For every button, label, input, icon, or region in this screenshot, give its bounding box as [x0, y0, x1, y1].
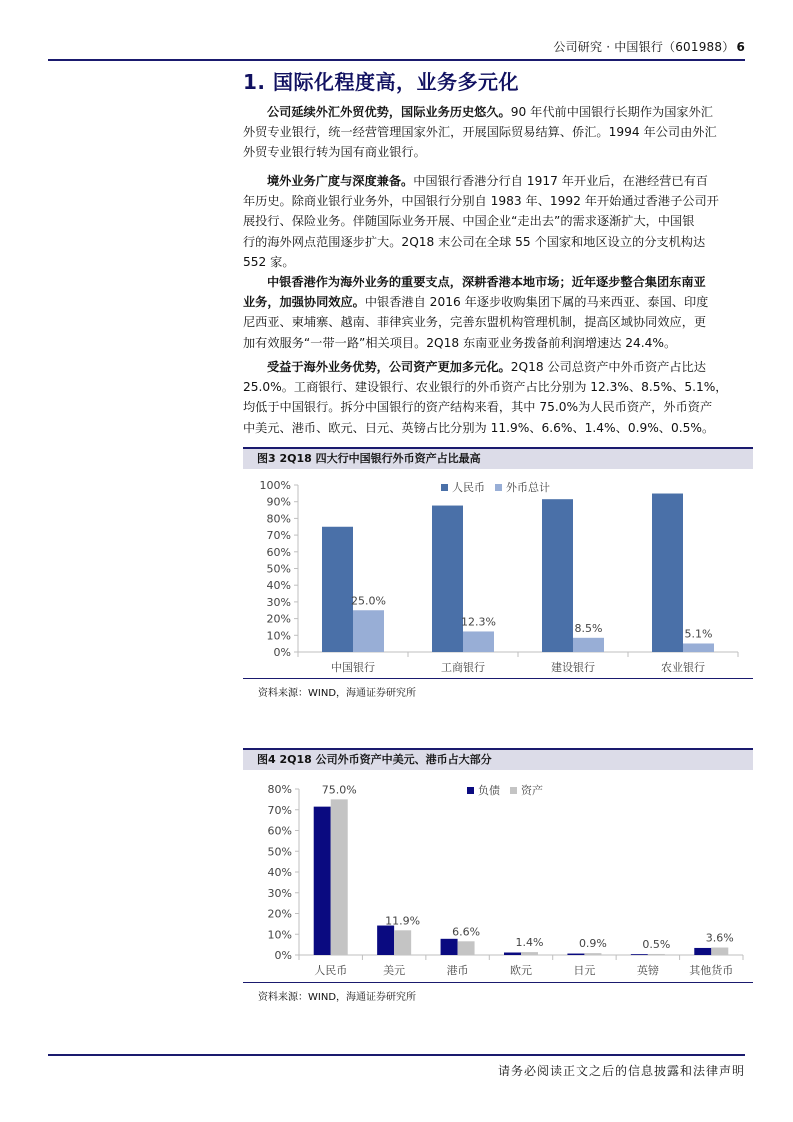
bar-负债 — [441, 939, 458, 955]
section-title: 1. 国际化程度高，业务多元化 — [243, 70, 519, 94]
y-tick-label: 10% — [266, 629, 291, 643]
y-tick-label: 50% — [267, 845, 292, 859]
footer-divider — [48, 1054, 745, 1056]
legend-swatch — [467, 787, 474, 794]
y-tick-label: 0% — [273, 646, 291, 659]
bar-负债 — [504, 953, 521, 955]
legend-label: 资产 — [521, 784, 543, 797]
x-tick-label: 美元 — [383, 964, 406, 977]
y-tick-label: 0% — [274, 949, 292, 962]
bar-负债 — [567, 954, 584, 955]
paragraph-line: 25.0%。工商银行、建设银行、农业银行的外币资产占比分别为 12.3%、8.5%、5.1%， — [243, 380, 728, 395]
bar-资产 — [711, 948, 728, 955]
y-tick-label: 30% — [266, 595, 291, 609]
y-tick-label: 70% — [266, 529, 291, 543]
page-header — [553, 38, 745, 55]
y-tick-label: 30% — [267, 886, 292, 900]
y-tick-label: 50% — [266, 562, 291, 576]
paragraph-line: 年历史。除商业银行业务外，中国银行分别自 1983 年、1992 年开始通过香港子公司开 — [243, 194, 719, 209]
header-divider — [48, 59, 745, 61]
x-tick-label: 欧元 — [510, 964, 532, 977]
figure-4 — [243, 748, 753, 980]
bar-外币总计 — [573, 638, 604, 652]
bar-负债 — [694, 948, 711, 955]
paragraph-line: 业务，加强协同效应。中银香港自 2016 年逐步收购集团下属的马来西亚、泰国、印度 — [243, 295, 709, 310]
paragraph-lead: 中银香港作为海外业务的重要支点，深耕香港本地市场；近年逐步整合集团东南亚 — [267, 275, 706, 289]
paragraph-3 — [243, 272, 755, 353]
bar-负债 — [377, 926, 394, 955]
x-tick-label: 港币 — [446, 964, 469, 977]
paragraph-lead-cont: 业务，加强协同效应。 — [243, 295, 365, 310]
x-tick-label: 工商银行 — [441, 661, 485, 674]
paragraph-line: 境外业务广度与深度兼备。中国银行香港分行自 1917 年开业后，在港经营已有百 — [267, 174, 708, 188]
data-label: 25.0% — [351, 594, 386, 608]
legend-label: 外币总计 — [506, 481, 550, 494]
paragraph-4 — [243, 357, 755, 438]
legend-swatch — [495, 484, 502, 491]
data-label: 3.6% — [705, 931, 734, 945]
y-tick-label: 10% — [267, 928, 292, 942]
x-tick-label: 日元 — [573, 964, 596, 977]
bar-资产 — [331, 799, 348, 955]
y-tick-label: 40% — [267, 866, 292, 879]
y-tick-label: 60% — [267, 824, 292, 838]
paragraph-line: 公司延续外汇外贸优势，国际业务历史悠久。90 年代前中国银行长期作为国家外汇 — [267, 105, 713, 119]
paragraph-lead: 公司延续外汇外贸优势，国际业务历史悠久。 — [267, 105, 511, 119]
x-tick-label: 农业银行 — [661, 661, 705, 674]
data-label: 8.5% — [574, 621, 603, 635]
paragraph-1 — [243, 102, 755, 163]
y-tick-label: 80% — [266, 512, 291, 526]
y-tick-label: 90% — [266, 495, 291, 509]
legend-label: 负债 — [478, 784, 500, 797]
figure-3-chart — [243, 469, 753, 677]
y-tick-label: 60% — [266, 545, 291, 559]
figure-3-source: 资料来源：WIND，海通证券研究所 — [258, 688, 417, 699]
data-label: 11.9% — [385, 914, 421, 928]
bar-人民币 — [322, 527, 353, 652]
paragraph-line — [243, 272, 755, 292]
y-tick-label: 20% — [266, 612, 291, 626]
y-tick-label: 80% — [267, 783, 292, 796]
paragraph-line: 均低于中国银行。拆分中国银行的资产结构来看，其中 75.0%为人民币资产，外币资产 — [243, 400, 713, 415]
paragraph-line: 尼西亚、柬埔寨、越南、菲律宾业务，完善东盟机构管理机制，提高区域协同效应，更 — [243, 315, 707, 330]
figure-3-title: 图3 2Q18 四大行中国银行外币资产占比最高 — [243, 449, 753, 469]
footer-disclaimer: 请务必阅读正文之后的信息披露和法律声明 — [497, 1064, 745, 1078]
bar-负债 — [314, 807, 331, 955]
data-label: 75.0% — [321, 783, 357, 797]
legend-label: 人民币 — [452, 481, 485, 494]
x-tick-label: 其他货币 — [689, 964, 734, 977]
x-tick-label: 英镑 — [636, 964, 659, 977]
data-label: 0.5% — [642, 937, 671, 951]
data-label: 0.9% — [578, 937, 607, 951]
x-tick-label: 人民币 — [314, 964, 348, 977]
paragraph-line: 552 家。 — [243, 254, 295, 269]
y-tick-label: 100% — [259, 479, 291, 492]
bar-资产 — [521, 952, 538, 955]
bar-资产 — [584, 953, 601, 955]
data-label: 1.4% — [515, 936, 544, 950]
paragraph-line: 受益于海外业务优势，公司资产更加多元化。2Q18 公司总资产中外币资产占比达 — [267, 360, 706, 374]
paragraph-line: 外贸专业银行转为国有商业银行。 — [243, 145, 426, 160]
data-label: 5.1% — [684, 627, 713, 641]
data-label: 12.3% — [461, 615, 496, 629]
bar-人民币 — [542, 499, 573, 652]
legend-swatch — [510, 787, 517, 794]
paragraph-lead: 受益于海外业务优势，公司资产更加多元化。 — [267, 360, 511, 374]
paragraph-line: 加有效服务“一带一路”相关项目。2Q18 东南亚业务拨备前利润增速达 24.4%。 — [243, 335, 677, 350]
bar-人民币 — [652, 494, 683, 652]
figure-3 — [243, 447, 753, 675]
header-title: 公司研究 · 中国银行（601988） — [553, 40, 735, 54]
bar-外币总计 — [463, 631, 494, 652]
figure-4-chart — [243, 770, 753, 982]
paragraph-line: 行的海外网点范围逐步扩大。2Q18 末公司在全球 55 个国家和地区设立的分支机构达 — [243, 234, 706, 249]
data-label: 6.6% — [452, 925, 481, 939]
figure-4-bottom-rule — [243, 982, 753, 983]
bar-资产 — [394, 930, 411, 955]
paragraph-line: 展投行、保险业务。伴随国际业务开展、中国企业“走出去”的需求逐渐扩大，中国银 — [243, 214, 695, 229]
x-tick-label: 中国银行 — [331, 661, 375, 674]
y-tick-label: 40% — [266, 579, 291, 593]
legend-swatch — [441, 484, 448, 491]
bar-资产 — [458, 941, 475, 955]
bar-资产 — [648, 954, 665, 955]
y-tick-label: 20% — [267, 907, 292, 921]
bar-外币总计 — [683, 643, 714, 652]
figure-4-title: 图4 2Q18 公司外币资产中美元、港币占大部分 — [243, 750, 753, 770]
figure-3-bottom-rule — [243, 678, 753, 679]
paragraph-2 — [243, 171, 755, 272]
paragraph-lead: 境外业务广度与深度兼备。 — [267, 174, 414, 188]
paragraph-line: 外贸专业银行，统一经营管理国家外汇，开展国际贸易结算、侨汇。1994 年公司由外汇 — [243, 125, 717, 140]
bar-负债 — [631, 954, 648, 955]
bar-人民币 — [432, 506, 463, 652]
x-tick-label: 建设银行 — [551, 661, 595, 674]
y-tick-label: 70% — [267, 803, 292, 817]
page-number: 6 — [736, 40, 745, 54]
bar-外币总计 — [353, 610, 384, 652]
figure-4-source: 资料来源：WIND，海通证券研究所 — [258, 992, 417, 1003]
paragraph-line: 中美元、港币、欧元、日元、英镑占比分别为 11.9%、6.6%、1.4%、0.9%、0.5%。 — [243, 420, 715, 435]
